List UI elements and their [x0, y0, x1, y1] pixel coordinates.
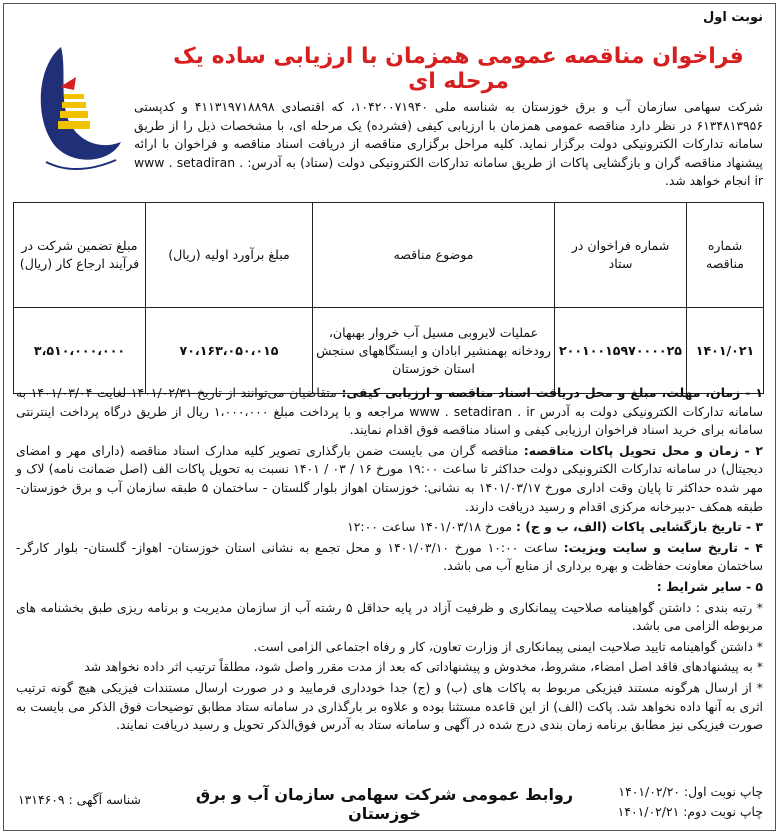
condition-1: * رتبه بندی : داشتن گواهینامه صلاحیت پیمانکاری و ظرفیت آزاد در پایه حداقل ۵ رشته آب از سازمان مدیریت و برنامه ریزی طبق بخشنامه های مربوطه الزامی می باشد.	[16, 599, 763, 634]
cell-estimate: ۷۰،۱۶۳،۰۵۰،۰۱۵	[146, 308, 313, 394]
public-relations-signature: روابط عمومی شرکت سهامی سازمان آب و برق خوزستان	[195, 785, 574, 823]
cell-subject: عملیات لایروبی مسیل آب خروار بهبهان، رودخانه بهمنشیر ابادان و ایستگاههای سنجش استان خوزستان	[313, 308, 555, 394]
notice-round: نوبت اول	[702, 10, 763, 25]
section-1: ۱ - زمان، مهلت، مبلغ و محل دریافت اسناد مناقصه و ارزیابی کیفی: متقاضیان می‌توانند از تاریخ ۱۴۰۱/۰۲/۳۱ لغایت ۱۴۰۱/۰۳/۰۴ به سامانه تدارکات الکترونیکی دولت به آدرس www . setadiran . ir مراجعه و با پرداخت مبلغ ۱،۰۰۰،۰۰۰ ریال از طریق درگاه پرداخت اینترنتی سامانه برای خرید اسناد فراخوان ارزیابی کیفی و اسناد مناقصه فوق اقدام نمایند.	[16, 385, 764, 438]
condition-2: * داشتن گواهینامه تایید صلاحیت ایمنی پیمانکاری از وزارت تعاون، کار و رفاه اجتماعی الزامی است.	[253, 638, 763, 654]
col-subject: موضوع مناقصه	[313, 203, 555, 308]
cell-guarantee: ۳،۵۱۰،۰۰۰،۰۰۰	[14, 308, 146, 394]
section-2: ۲ - زمان و محل تحویل پاکات مناقصه: مناقصه گران می بایست ضمن بارگذاری تصویر کلیه مدارک اسناد مناقصه (دارای مهر و امضای دیجیتال) در سامانه تدارکات الکترونیکی دولت حداکثر تا ساعت ۱۹:۰۰ مورخ ۱۶ / ۰۳ / ۱۴۰۱ نسبت به تحویل پاکات الف (اصل ضمانت نامه) لاک و مهر شده حداکثر تا پایان وقت اداری مورخ ۱۴۰۱/۰۳/۱۷ به نشانی: خوزستان اهواز بلوار گلستان - ساختمان ۵ طبقه سازمان آب و برق خوزستان- طبقه همکف -دبیرخانه مرکزی اقدام و رسید دریافت دارند.	[16, 442, 763, 514]
condition-3: * به پیشنهادهای فاقد اصل امضاء، مشروط، مخدوش و پیشنهاداتی که بعد از مدت مقرر واصل شود، مطلقاً ترتیب اثر داده نخواهد شد	[84, 659, 763, 675]
cell-tender-number: ۱۴۰۱/۰۲۱	[687, 308, 764, 394]
col-guarantee: مبلغ تضمین شرکت در فرآیند ارجاع کار (ریال)	[14, 203, 146, 308]
notice-title: فراخوان مناقصه عمومی همزمان با ارزیابی ساده یک مرحله ای	[173, 44, 744, 94]
intro-paragraph	[16, 98, 763, 191]
section-5: ۵ - سایر شرایط :	[656, 578, 763, 594]
print-date-1: چاپ نوبت اول: ۱۴۰۱/۰۲/۲۰	[618, 784, 763, 799]
intro-text: شرکت سهامی سازمان آب و برق خوزستان به شناسه ملی ۱۰۴۲۰۰۷۱۹۴۰، که اقتصادی ۴۱۱۳۱۹۷۱۸۸۹۸ و کدپستی ۶۱۳۴۸۱۳۹۵۶ در نظر دارد مناقصه عمومی همزمان با ارزیابی کیفی (فشرده) یک مرحله ای، با مشخصات ذیل را از طریق سامانه تدارکات الکترونیکی دولت برگزار نماید. کلیه مراحل برگزاری مناقصه از دریافت اسناد مناقصه و فراخوان با ارائه پیشنهاد مناقصه گران و بازگشایی پاکات از طریق سامانه تدارکات الکترونیکی دولت (ستاد) به آدرس: www . setadiran . ir انجام خواهد شد.	[134, 99, 763, 188]
tender-notice	[3, 3, 776, 831]
print-dates	[618, 782, 763, 822]
col-call-number: شماره فراخوان در ستاد	[555, 203, 687, 308]
notice-body	[16, 384, 763, 737]
col-tender-number: شماره مناقصه	[687, 203, 764, 308]
condition-4: * از ارسال هرگونه مستند فیزیکی مربوط به پاکات های (ب) و (ج) جدا خودداری فرمایید و در صورت ارسال مستندات فیزیکی هیچ گونه ترتیب اثری به آنها داده نخواهد شد. پاکت (الف) از این قاعده مستثنا بوده و علاوه بر بارگذاری در سامانه ستاد مطابق توضیحات فوق الذکر می بایست به صورت فیزیکی نیز مطابق برنامه زمان بندی درج شده در آگهی و سامانه ستاد به آدرس فوق‌الذکر تحویل و رسید دریافت نمایند.	[16, 679, 763, 733]
table-row	[14, 308, 764, 394]
ad-id: شناسه آگهی : ۱۳۱۴۶۰۹	[18, 792, 141, 807]
section-4: ۴ - تاریخ سایت و سایت ویزیت: ساعت ۱۰:۰۰ مورخ ۱۴۰۱/۰۳/۱۰ و محل تجمع به نشانی استان خوزستان- اهواز- گلستان- بلوار کارگر- ساختمان معاونت حفاظت و بهره برداری از منابع آب می باشد.	[16, 539, 763, 574]
print-date-2: چاپ نوبت دوم: ۱۴۰۱/۰۲/۲۱	[617, 804, 763, 819]
cell-call-number: ۲۰۰۱۰۰۱۵۹۷۰۰۰۰۲۵	[555, 308, 687, 394]
table-header-row	[14, 203, 764, 308]
tender-table	[13, 202, 764, 394]
col-estimate: مبلغ برآورد اولیه (ریال)	[146, 203, 313, 308]
section-3: ۳ - تاریخ بازگشایی پاکات (الف، ب و ج) : مورخ ۱۴۰۱/۰۳/۱۸ ساعت ۱۲:۰۰	[347, 519, 763, 535]
